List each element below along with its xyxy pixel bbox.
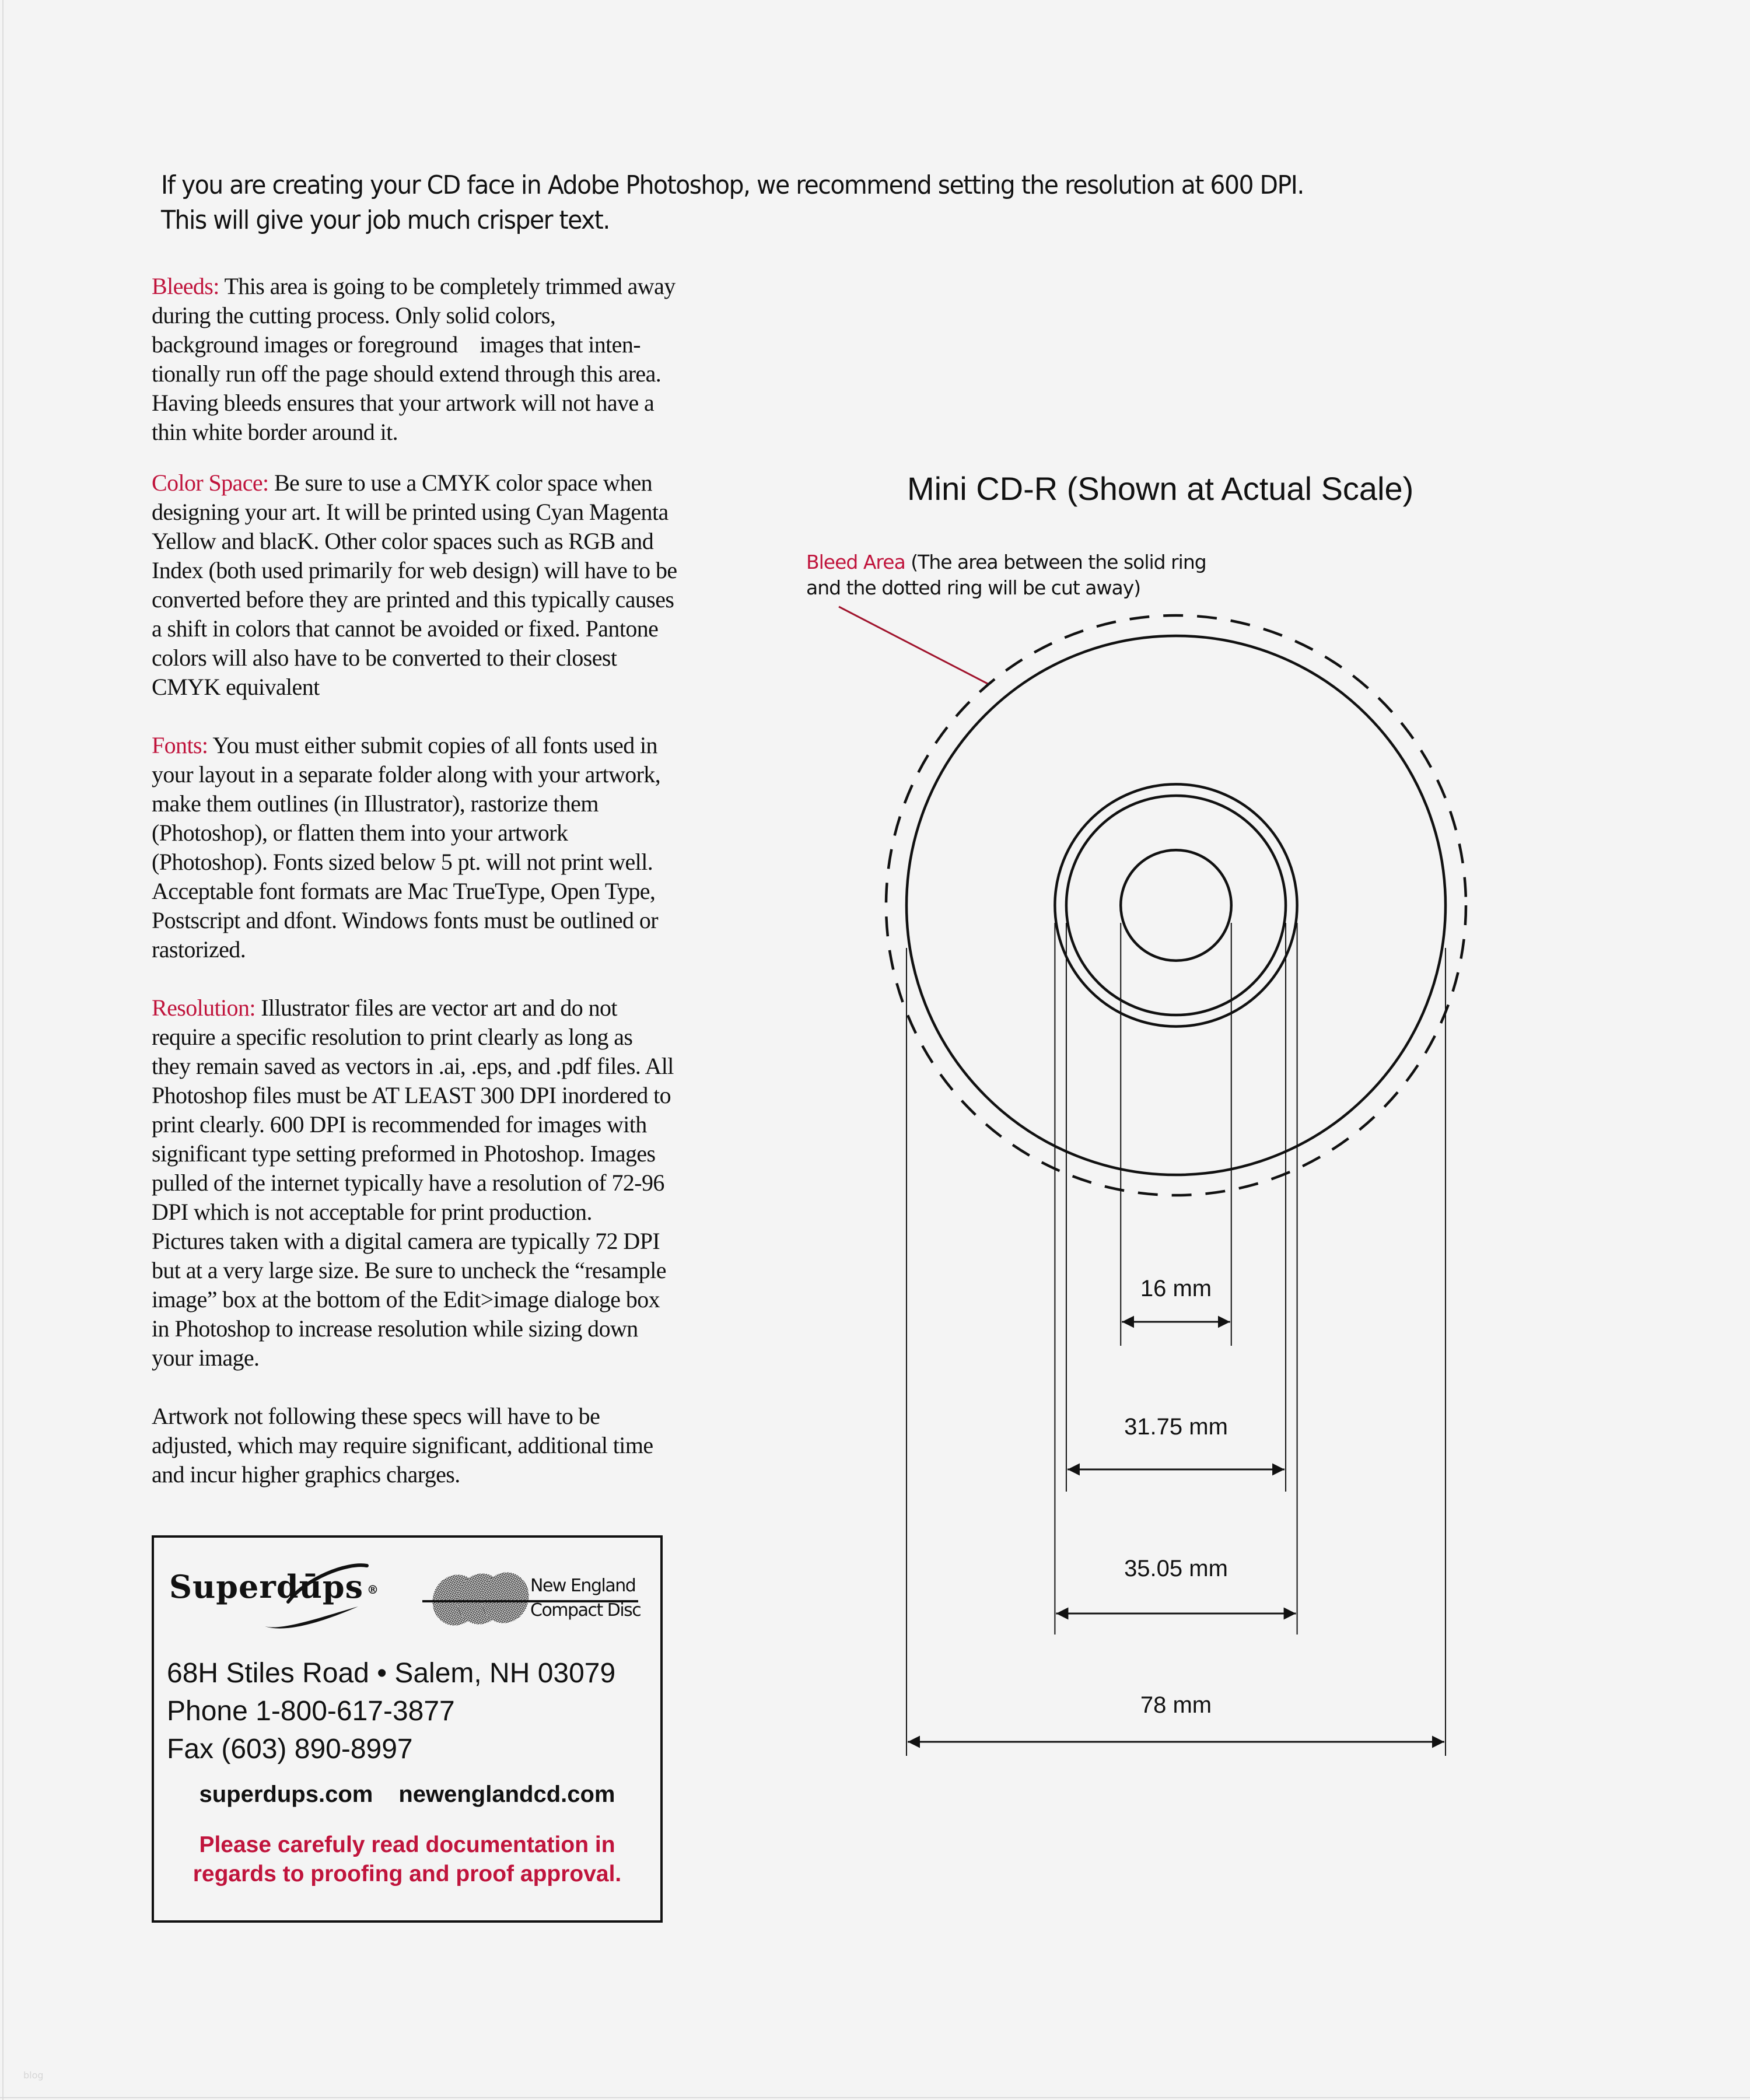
disc-dimension-label: 78 mm: [1140, 1692, 1212, 1718]
section-line: significant type setting preformed in Photoshop. Images: [152, 1140, 656, 1167]
section-line: print clearly. 600 DPI is recommended for images with: [152, 1111, 647, 1138]
inner-ring-dimension-label: 31.75 mm: [1124, 1414, 1228, 1440]
outer-ring-dimension-label: 35.05 mm: [1124, 1556, 1228, 1581]
disc-circle: [907, 636, 1446, 1175]
bleed-note-line-2: and the dotted ring will be cut away): [806, 576, 1141, 599]
section-line: adjusted, which may require significant, additional time: [152, 1432, 653, 1458]
section-line: Pictures taken with a digital camera are typically 72 DPI: [152, 1228, 660, 1254]
superdups-logo-text: Superdūps: [169, 1568, 363, 1605]
section-line: pulled of the internet typically have a resolution of 72-96: [152, 1170, 664, 1196]
section-line: (Photoshop), or flatten them into your artwork: [152, 820, 568, 846]
section-line: (Photoshop). Fonts sized below 5 pt. will not print well.: [152, 849, 653, 875]
section-line: converted before they are printed and this typically causes: [152, 586, 674, 612]
phone: Phone 1-800-617-3877: [167, 1696, 455, 1727]
bleed-note-line-1: (The area between the solid ring: [905, 551, 1206, 573]
section-line: Be sure to use a CMYK color space when: [268, 470, 653, 496]
section-line: they remain saved as vectors in .ai, .eps, and .pdf files. All: [152, 1053, 674, 1079]
intro-line-1: If you are creating your CD face in Adobe Photoshop, we recommend setting the resolution at 600 DPI.: [161, 170, 1304, 200]
notice-line-1: Please carefuly read documentation in: [199, 1832, 615, 1857]
section-line: image” box at the bottom of the Edit>image dialoge box: [152, 1286, 660, 1312]
hub-circle: [1121, 850, 1231, 961]
section-line: This area is going to be completely trimmed away: [219, 273, 676, 299]
section-line: Yellow and blacK. Other color spaces such as RGB and: [152, 528, 654, 554]
section-line: your image.: [152, 1345, 260, 1371]
notice-line-2: regards to proofing and proof approval.: [192, 1861, 622, 1887]
section-heading-fonts: Fonts:: [152, 732, 208, 758]
diagram-title: Mini CD-R (Shown at Actual Scale): [907, 470, 1414, 507]
watermark: blog: [23, 2070, 44, 2081]
section-line: rastorized.: [152, 936, 246, 963]
inner-ring-circle: [1066, 796, 1286, 1015]
section-line: your layout in a separate folder along with your artwork,: [152, 761, 661, 788]
section-line: Index (both used primarily for web design) will have to be: [152, 557, 677, 583]
hub-dimension-label: 16 mm: [1140, 1276, 1212, 1301]
section-line: but at a very large size. Be sure to uncheck the “resample: [152, 1257, 666, 1283]
registered-mark-icon: ®: [367, 1582, 379, 1597]
section-line: Photoshop files must be AT LEAST 300 DPI inordered to: [152, 1082, 671, 1108]
bleed-callout-line: [839, 607, 989, 684]
section-heading-resolution: Resolution:: [152, 995, 256, 1021]
fax: Fax (603) 890-8997: [167, 1734, 413, 1765]
section-line: Acceptable font formats are Mac TrueType, Open Type,: [152, 878, 656, 904]
section-line: CMYK equivalent: [152, 674, 320, 700]
section-line: background images or foreground images that inten-: [152, 331, 640, 358]
section-line: thin white border around it.: [152, 419, 398, 445]
address: 68H Stiles Road • Salem, NH 03079: [167, 1658, 616, 1689]
section-line: and incur higher graphics charges.: [152, 1461, 460, 1488]
section-line: make them outlines (in Illustrator), rastorize them: [152, 790, 598, 817]
section-line: DPI which is not acceptable for print production.: [152, 1199, 592, 1225]
section-line: Illustrator files are vector art and do not: [255, 995, 617, 1021]
section-line: in Photoshop to increase resolution while sizing down: [152, 1315, 638, 1342]
necd-logo-line-2: Compact Disc: [530, 1600, 641, 1620]
section-line: designing your art. It will be printed using Cyan Magenta: [152, 499, 668, 525]
bleed-area-label: Bleed Area: [806, 551, 905, 573]
necd-logo-line-1: New England: [530, 1576, 636, 1596]
section-heading-bleeds: Bleeds:: [152, 273, 219, 299]
section-heading-color-space: Color Space:: [152, 470, 269, 496]
outer-ring-circle: [1055, 784, 1297, 1026]
website-superdups-link[interactable]: superdups.com: [199, 1782, 373, 1807]
section-line: require a specific resolution to print clearly as long as: [152, 1024, 633, 1050]
section-line: during the cutting process. Only solid colors,: [152, 302, 556, 328]
section-line: a shift in colors that cannot be avoided or fixed. Pantone: [152, 615, 659, 642]
section-line: colors will also have to be converted to their closest: [152, 645, 617, 671]
section-line: Having bleeds ensures that your artwork will not have a: [152, 390, 654, 416]
bleed-dashed-ring: [886, 615, 1466, 1195]
website-newenglandcd-link[interactable]: newenglandcd.com: [398, 1782, 615, 1807]
section-line: Artwork not following these specs will have to be: [152, 1403, 600, 1429]
section-line: Postscript and dfont. Windows fonts must be outlined or: [152, 907, 658, 933]
section-line: tionally run off the page should extend through this area.: [152, 360, 662, 387]
section-line: You must either submit copies of all fonts used in: [208, 732, 657, 758]
intro-line-2: This will give your job much crisper text.: [161, 205, 610, 235]
